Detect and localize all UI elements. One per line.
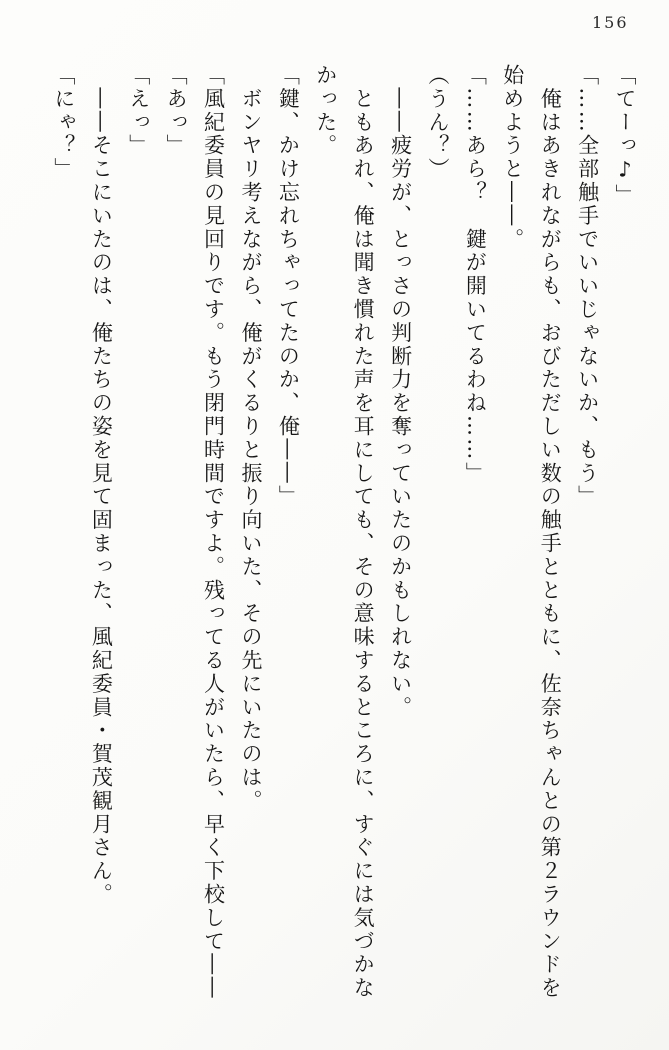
text-line-12: 「風紀委員の見回りです。もう閉門時間ですよ。残ってる人がいたら、早く下校して―― [201, 64, 226, 1000]
text-line-13: 「あっ」 [164, 64, 189, 158]
text-line-16: 「にゃ？」 [51, 64, 76, 181]
text-line-6: （うん？） [425, 64, 450, 181]
text-line-2: 「……全部触手でいいじゃないか、もう」 [575, 64, 600, 509]
text-line-10: 「鍵、かけ忘れちゃってたのか、俺――」 [276, 64, 301, 509]
text-line-7: ――疲労が、とっさの判断力を奪っていたのかもしれない。 [388, 64, 413, 720]
text-line-8: ともあれ、俺は聞き慣れた声を耳にしても、その意味するところに、すぐには気づかな [351, 64, 376, 1000]
text-line-14: 「えっ」 [126, 64, 151, 158]
text-line-9: かった。 [313, 64, 338, 158]
text-block [45, 64, 644, 1010]
text-line-4: 始めようと――。 [500, 64, 525, 252]
text-line-15: ――そこにいたのは、俺たちの姿を見て固まった、風紀委員・賀茂観月さん。 [89, 64, 114, 907]
text-line-3: 俺はあきれながらも、おびただしい数の触手とともに、佐奈ちゃんとの第２ラウンドを [538, 64, 563, 1000]
text-line-11: ボンヤリ考えながら、俺がくるりと振り向いた、その先にいたのは。 [238, 64, 263, 813]
text-line-5: 「……あら？ 鍵が開いてるわね……」 [463, 64, 488, 486]
text-line-1: 「てーっ♪」 [613, 64, 637, 208]
page-number: 156 [592, 13, 629, 32]
